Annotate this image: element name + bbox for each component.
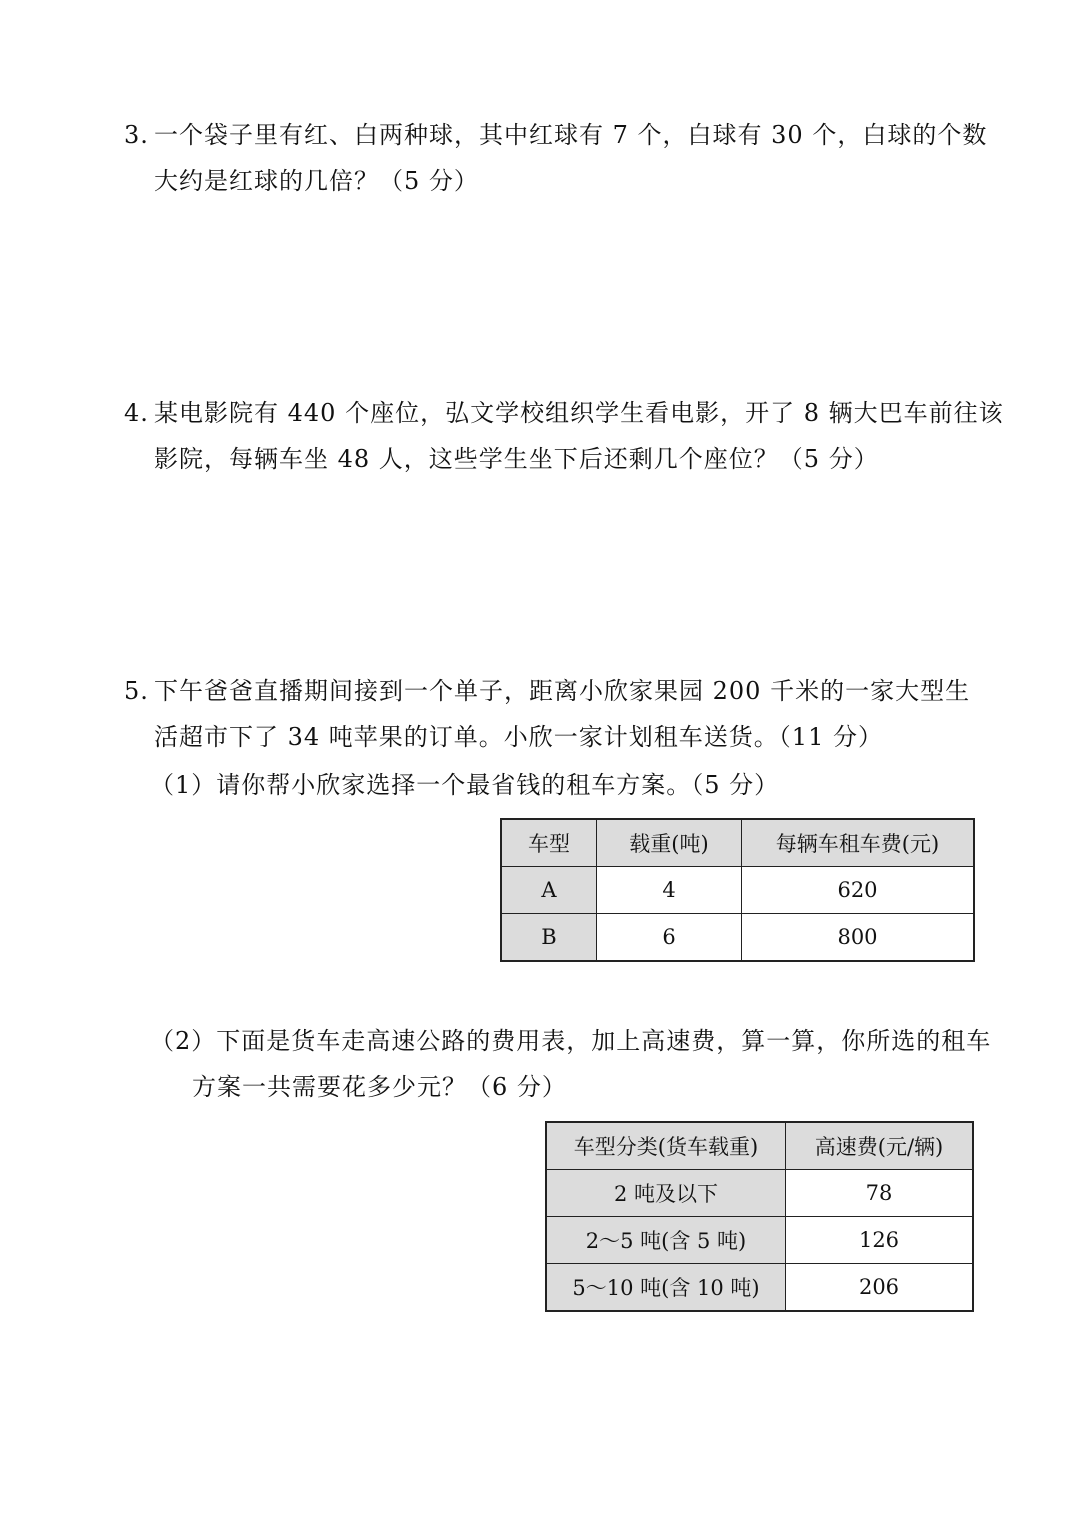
question-5-part-2-line-1: （2）下面是货车走高速公路的费用表，加上高速费，算一算，你所选的租车 [150,1027,992,1055]
rental-cell: 6 [597,914,742,962]
table-row [546,1264,973,1312]
toll-cell: 78 [786,1170,974,1217]
question-4 [124,390,1004,482]
rental-cell: 620 [742,867,975,914]
question-3-line-1: 一个袋子里有红、白两种球，其中红球有 7 个，白球有 30 个，白球的个数 [154,121,988,149]
table-row [501,914,974,962]
rental-table-header-row [501,819,974,867]
question-3-line-2: 大约是红球的几倍？（5 分） [154,167,479,195]
toll-table-header-row [546,1122,973,1170]
toll-cell: 5～10 吨(含 10 吨) [546,1264,786,1312]
table-row [546,1217,973,1264]
toll-header-fee: 高速费(元/辆) [786,1122,974,1170]
question-4-line-2: 影院，每辆车坐 48 人，这些学生坐下后还剩几个座位？（5 分） [154,445,879,473]
table-row [546,1170,973,1217]
toll-table [545,1121,974,1312]
rental-cell: 800 [742,914,975,962]
question-5-line-1: 下午爸爸直播期间接到一个单子，距离小欣家果园 200 千米的一家大型生 [154,677,971,705]
rental-header-load: 载重(吨) [597,819,742,867]
question-4-number: 4. [124,399,149,427]
toll-cell: 206 [786,1264,974,1312]
question-3 [124,112,988,204]
rental-header-type: 车型 [501,819,597,867]
toll-cell: 126 [786,1217,974,1264]
question-5-line-2: 活超市下了 34 吨苹果的订单。小欣一家计划租车送货。（11 分） [154,723,883,751]
toll-cell: 2～5 吨(含 5 吨) [546,1217,786,1264]
rental-header-fee: 每辆车租车费(元) [742,819,975,867]
rental-table [500,818,975,962]
rental-cell: A [501,867,597,914]
question-5 [124,668,984,760]
question-5-part-1: （1）请你帮小欣家选择一个最省钱的租车方案。（5 分） [150,771,780,799]
question-3-number: 3. [124,121,149,149]
question-5-number: 5. [124,677,149,705]
toll-cell: 2 吨及以下 [546,1170,786,1217]
question-5-part-2-line-2: 方案一共需要花多少元？（6 分） [192,1073,567,1101]
question-4-line-1: 某电影院有 440 个座位，弘文学校组织学生看电影，开了 8 辆大巴车前往该 [154,399,1004,427]
toll-header-category: 车型分类(货车载重) [546,1122,786,1170]
table-row [501,867,974,914]
rental-cell: 4 [597,867,742,914]
rental-cell: B [501,914,597,962]
